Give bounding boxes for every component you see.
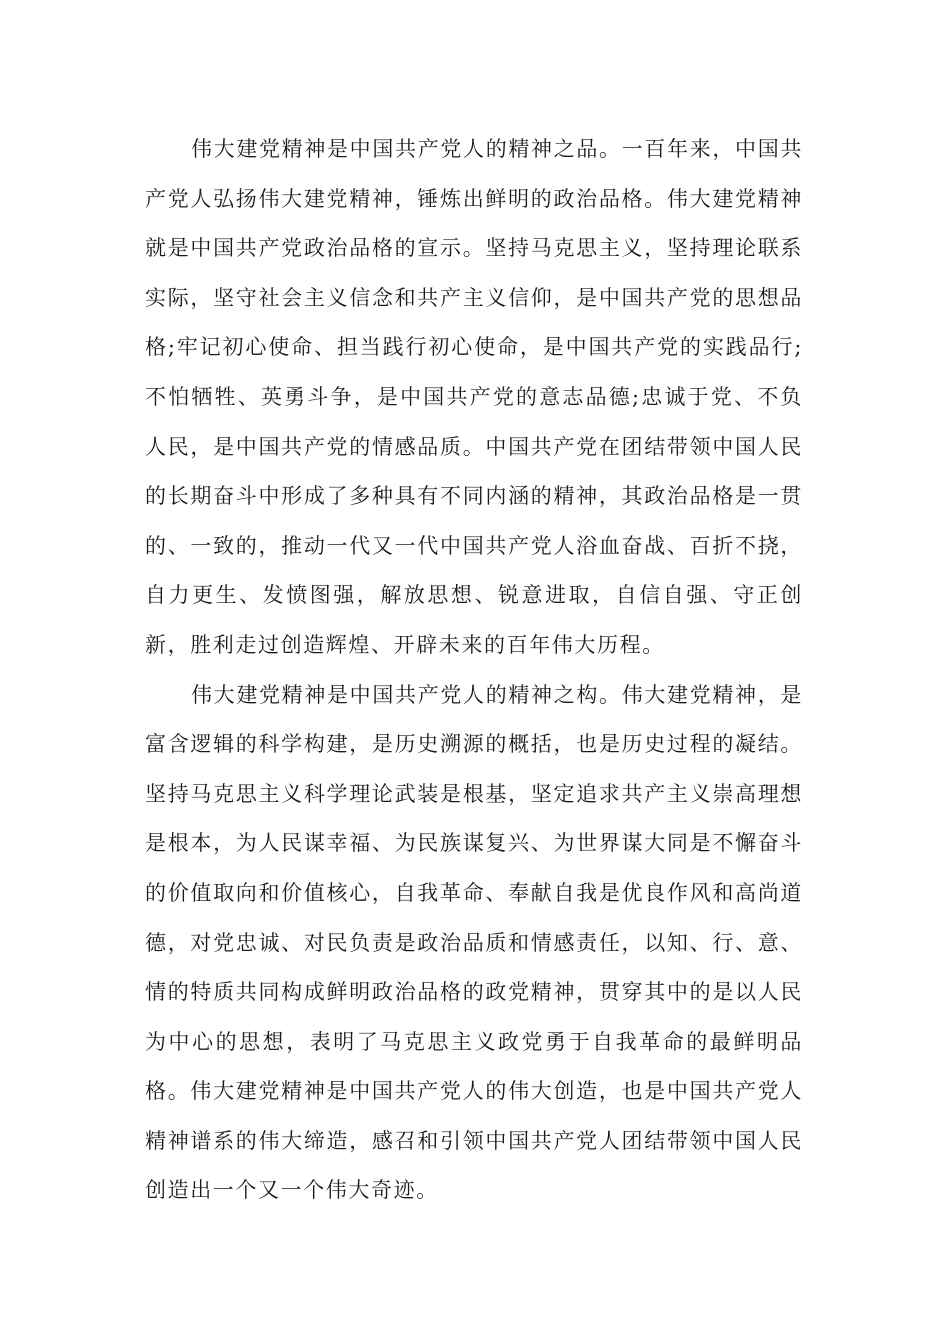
document-body <box>145 125 803 1216</box>
paragraph-1: 伟大建党精神是中国共产党人的精神之品。一百年来，中国共产党人弘扬伟大建党精神，锤炼出鲜明的政治品格。伟大建党精神就是中国共产党政治品格的宣示。坚持马克思主义，坚持理论联系实际，坚守社会主义信念和共产主义信仰，是中国共产党的思想品格;牢记初心使命、担当践行初心使命，是中国共产党的实践品行;不怕牺牲、英勇斗争，是中国共产党的意志品德;忠诚于党、不负人民，是中国共产党的情感品质。中国共产党在团结带领中国人民的长期奋斗中形成了多种具有不同内涵的精神，其政治品格是一贯的、一致的，推动一代又一代中国共产党人浴血奋战、百折不挠，自力更生、发愤图强，解放思想、锐意进取，自信自强、守正创新，胜利走过创造辉煌、开辟未来的百年伟大历程。 <box>145 137 803 657</box>
paragraph-2: 伟大建党精神是中国共产党人的精神之构。伟大建党精神，是富含逻辑的科学构建，是历史溯源的概括，也是历史过程的凝结。坚持马克思主义科学理论武装是根基，坚定追求共产主义崇高理想是根本，为人民谋幸福、为民族谋复兴、为世界谋大同是不懈奋斗的价值取向和价值核心，自我革命、奉献自我是优良作风和高尚道德，对党忠诚、对民负责是政治品质和情感责任，以知、行、意、情的特质共同构成鲜明政治品格的政党精神，贯穿其中的是以人民为中心的思想，表明了马克思主义政党勇于自我革命的最鲜明品格。伟大建党精神是中国共产党人的伟大创造，也是中国共产党人精神谱系的伟大缔造，感召和引领中国共产党人团结带领中国人民创造出一个又一个伟大奇迹。 <box>145 682 803 1203</box>
